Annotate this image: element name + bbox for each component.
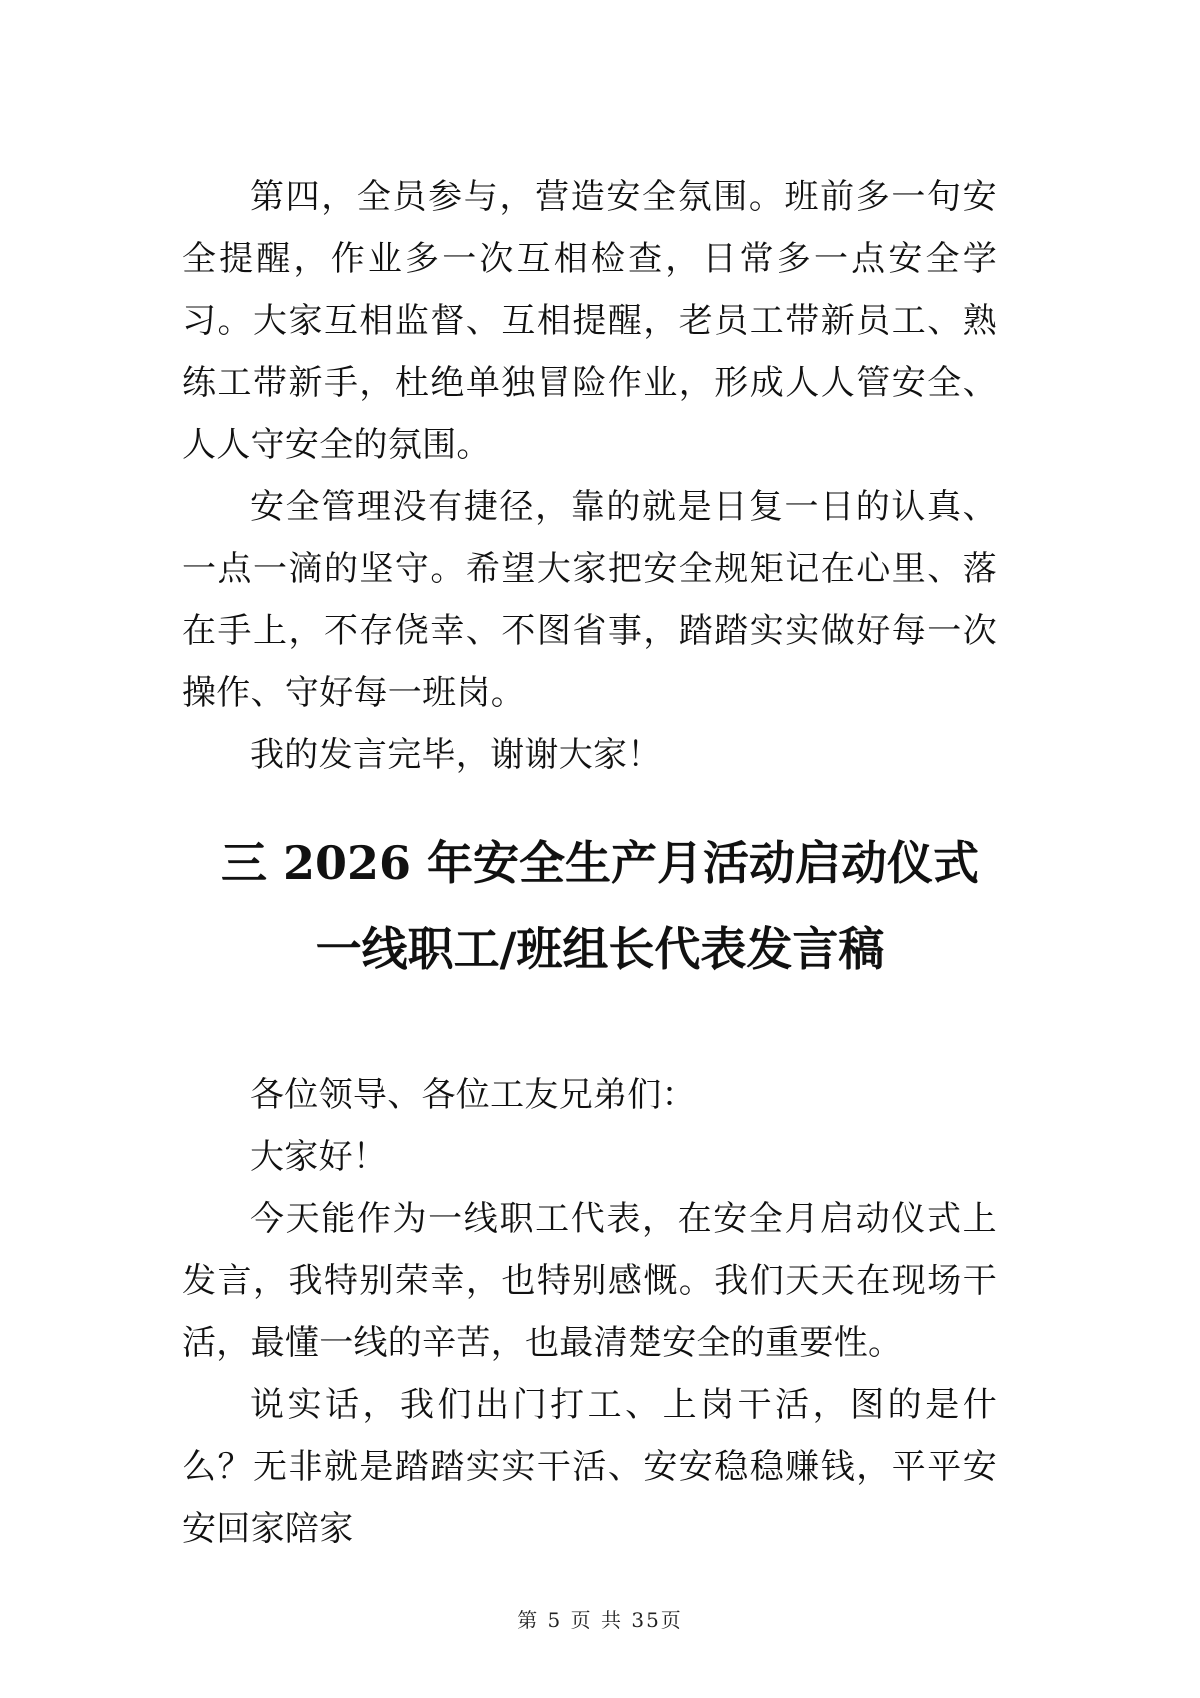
paragraph: 今天能作为一线职工代表，在安全月启动仪式上发言，我特别荣幸，也特别感慨。我们天天在现场干活，最懂一线的辛苦，也最清楚安全的重要性。 bbox=[182, 1199, 997, 1363]
title-line-2: 一线职工/班组长代表发言稿 bbox=[315, 922, 885, 976]
paragraph: 说实话，我们出门打工、上岗干活，图的是什么？无非就是踏踏实实干活、安安稳稳赚钱，平平安安回家陪家 bbox=[182, 1385, 997, 1549]
paragraph: 第四，全员参与，营造安全氛围。班前多一句安全提醒，作业多一次互相检查，日常多一点安全学习。大家互相监督、互相提醒，老员工带新员工、熟练工带新手，杜绝单独冒险作业，形成人人管安全、人人守安全的氛围。 bbox=[182, 177, 997, 465]
body-section-b bbox=[182, 1064, 997, 1560]
body-section-a bbox=[182, 166, 997, 786]
document-title bbox=[100, 820, 1100, 992]
paragraph: 我的发言完毕，谢谢大家！ bbox=[250, 735, 662, 775]
greeting: 大家好！ bbox=[250, 1137, 388, 1177]
title-line-1: 三 2026 年安全生产月活动启动仪式 bbox=[220, 836, 980, 890]
salutation: 各位领导、各位工友兄弟们： bbox=[250, 1075, 696, 1115]
page-number: 第 5 页 共 35页 bbox=[517, 1608, 683, 1632]
paragraph: 安全管理没有捷径，靠的就是日复一日的认真、一点一滴的坚守。希望大家把安全规矩记在心里、落在手上，不存侥幸、不图省事，踏踏实实做好每一次操作、守好每一班岗。 bbox=[182, 487, 997, 713]
